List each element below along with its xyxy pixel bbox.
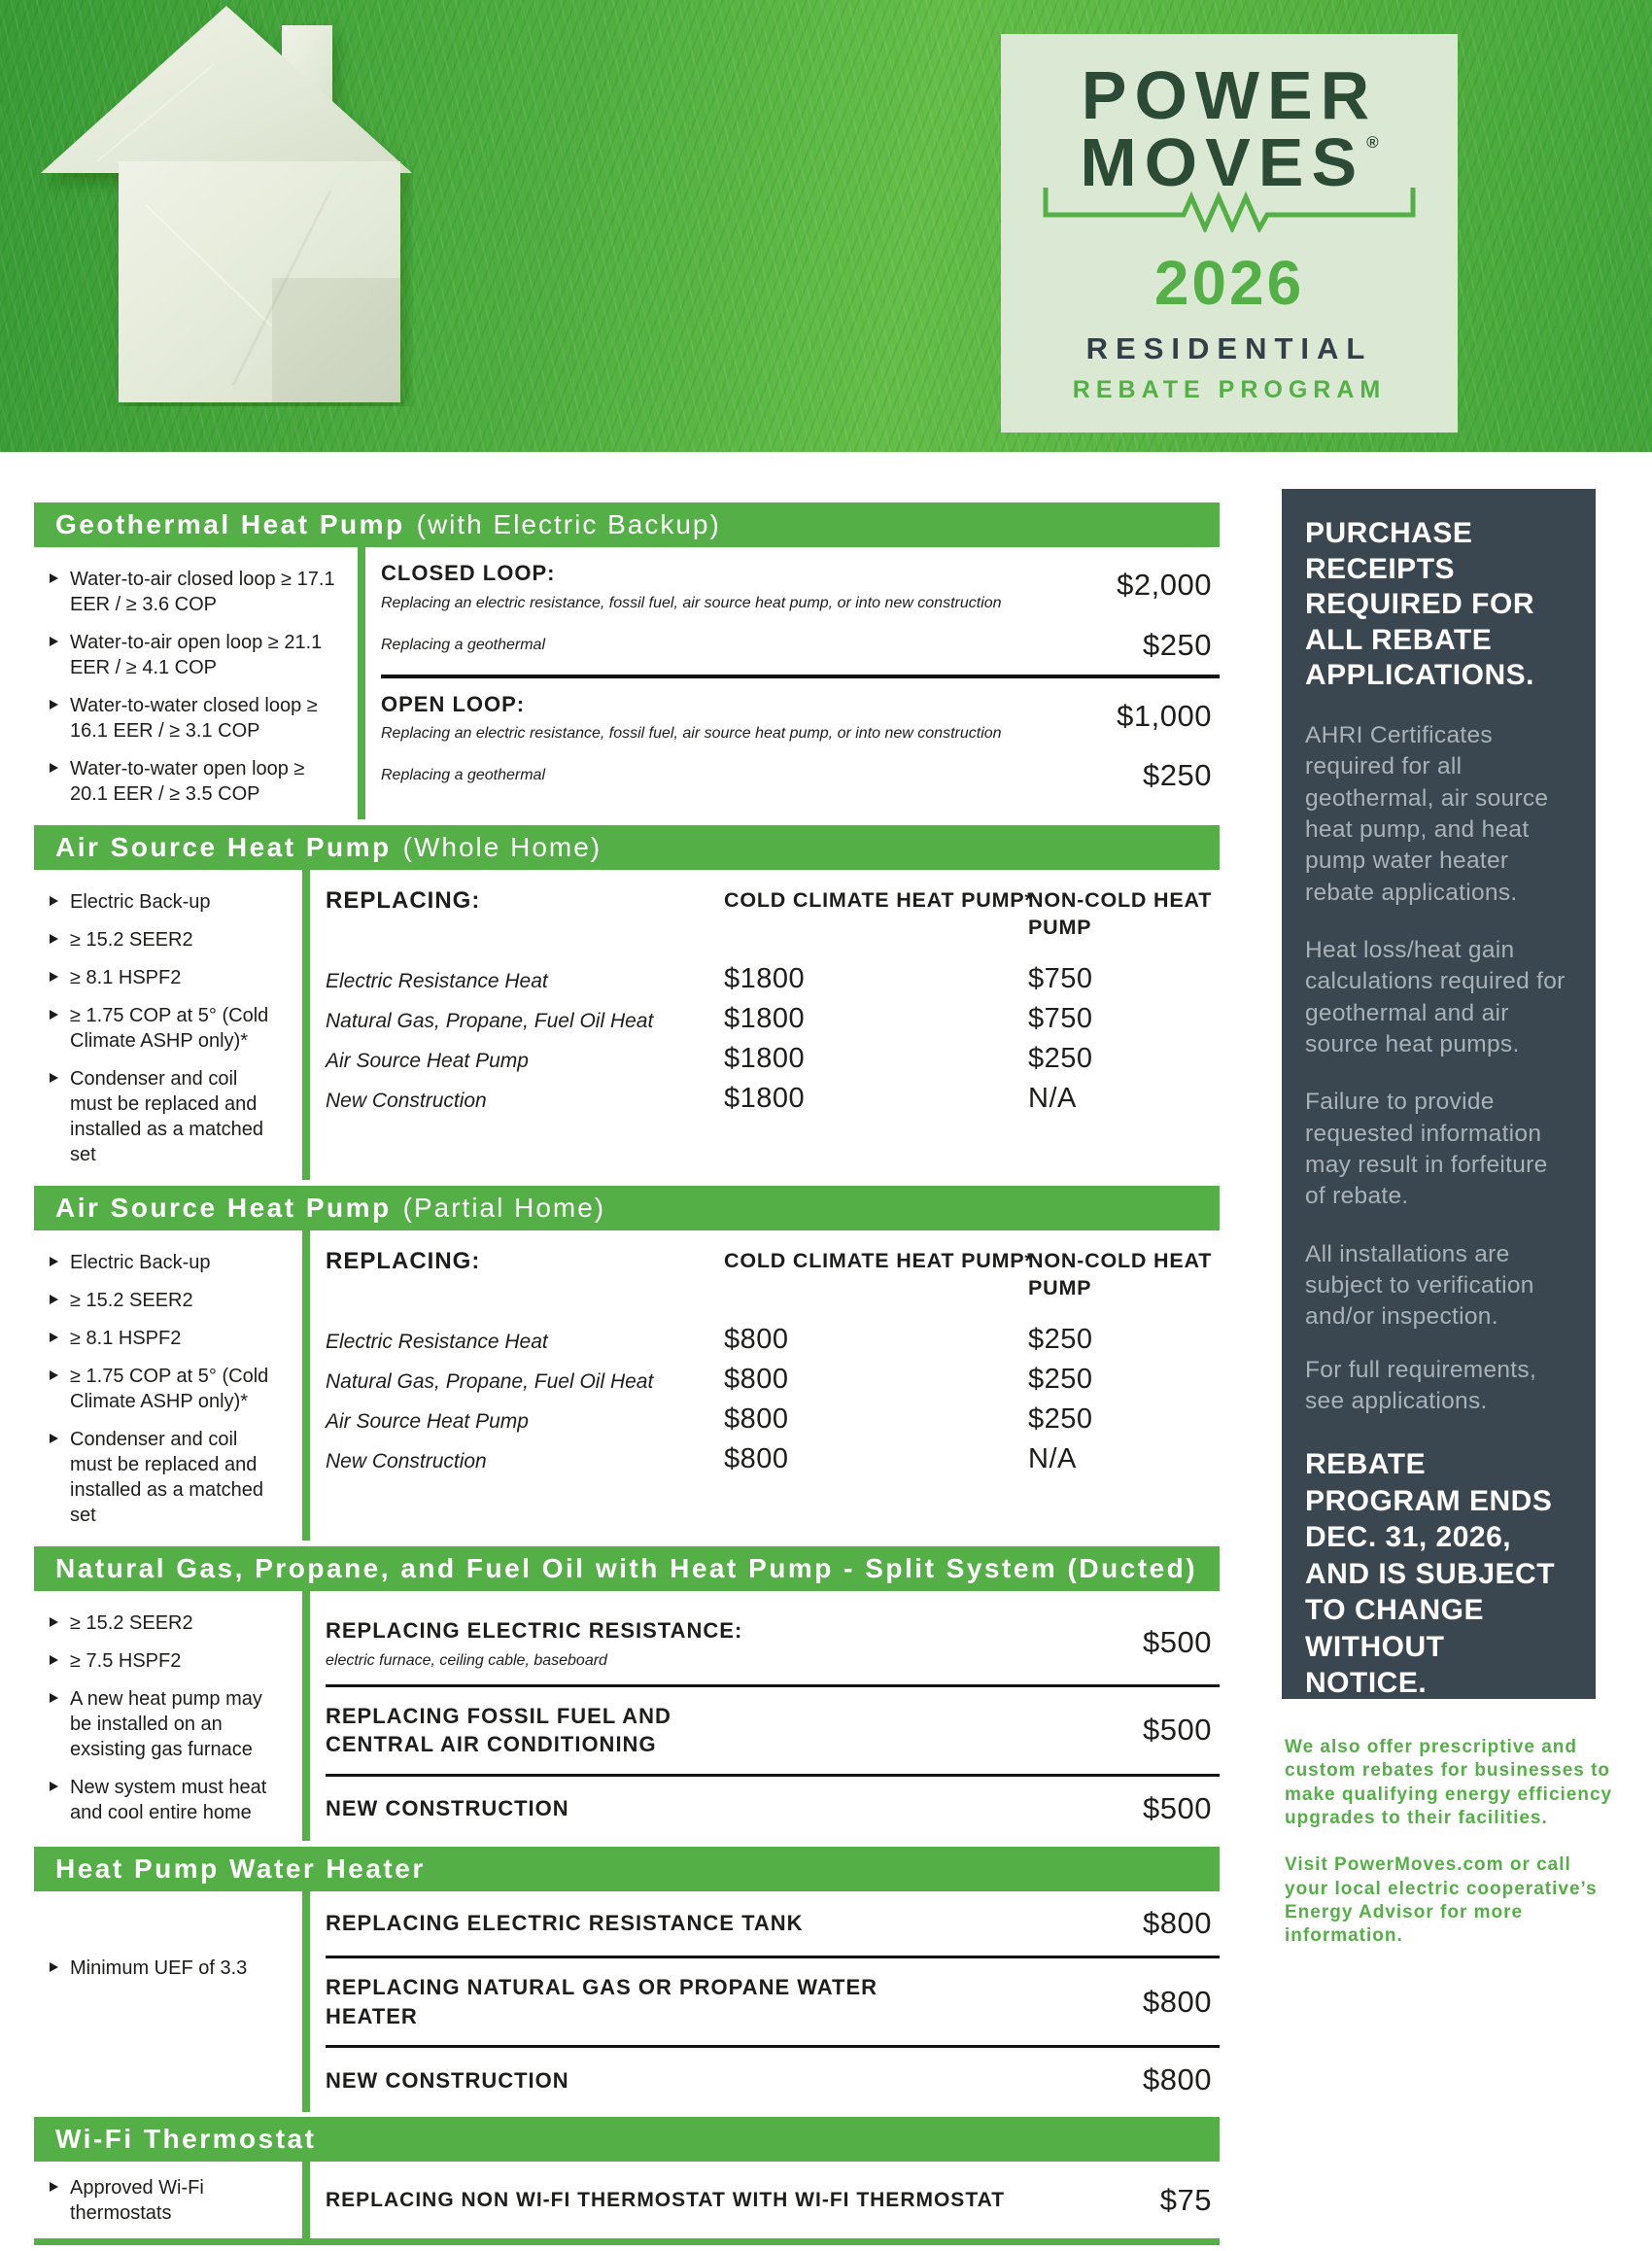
list-item <box>48 927 285 952</box>
rebate-amount: $500 <box>1143 1625 1212 1660</box>
rebate-row <box>365 678 1220 755</box>
column-divider <box>302 870 310 1180</box>
table-cell-cold: $1800 <box>724 1082 806 1114</box>
requirement-text: Water-to-air open loop ≥ 21.1 EER / ≥ 4.1 COP <box>70 632 323 678</box>
sidebar-paragraph: Failure to provide requested information may result in forfeiture of rebate. <box>1305 1089 1548 1210</box>
section-ashp-partial-home <box>34 1186 1220 1541</box>
table-cell-label: New Construction <box>326 1449 487 1472</box>
bullet-triangle-icon <box>50 1333 58 1342</box>
rebate-row <box>365 754 1220 805</box>
requirements-list <box>34 1591 302 1841</box>
section-title: Natural Gas, Propane, and Fuel Oil with Heat Pump - Split System (Ducted) <box>55 1553 1198 1583</box>
table-header-replacing: REPLACING: <box>326 1248 481 1274</box>
grass-banner <box>0 0 1652 452</box>
table-header-cold-climate: COLD CLIMATE HEAT PUMP* <box>724 888 1034 912</box>
rebate-table-area <box>34 502 1220 2251</box>
rebate-row <box>310 2162 1220 2233</box>
rebate-rows <box>310 1891 1220 2112</box>
bullet-triangle-icon <box>50 1370 58 1380</box>
requirement-text: ≥ 8.1 HSPF2 <box>70 1328 182 1349</box>
list-item <box>48 1250 285 1275</box>
section-header-ashp-partial <box>34 1186 1220 1230</box>
table-cell-noncold: N/A <box>1028 1442 1077 1474</box>
requirement-text: Electric Back-up <box>70 891 211 913</box>
list-item <box>48 1003 285 1054</box>
sidebar-paragraph: For full requirements, see applications. <box>1305 1356 1537 1414</box>
requirement-text: Water-to-water closed loop ≥ 16.1 EER / ≥ 3.1 COP <box>70 695 318 742</box>
list-item <box>48 1775 285 1825</box>
list-item <box>48 1427 285 1528</box>
list-item <box>48 2175 285 2226</box>
rebate-heading: NEW CONSTRUCTION <box>326 1796 569 1821</box>
requirement-text: New system must heat and cool entire home <box>70 1777 267 1823</box>
requirements-list <box>34 2162 302 2238</box>
sidebar-paragraph: Heat loss/heat gain calculations required for geothermal and air source heat pumps. <box>1305 936 1566 1057</box>
list-item <box>48 1648 285 1674</box>
table-cell-cold: $800 <box>724 1442 789 1474</box>
rebate-heading: REPLACING NON WI-FI THERMOSTAT WITH WI-FI THERMOSTAT <box>326 2189 1006 2212</box>
table-header-non-cold: NON-COLD HEAT PUMP <box>1028 1249 1213 1299</box>
table-header-cold-climate: COLD CLIMATE HEAT PUMP* <box>724 1249 1034 1272</box>
table-cell-label: Electric Resistance Heat <box>326 969 548 992</box>
table-row <box>326 1403 1220 1436</box>
requirement-text: Water-to-air closed loop ≥ 17.1 EER / ≥ 3.6 COP <box>70 569 335 615</box>
table-cell-label: Air Source Heat Pump <box>326 1409 529 1433</box>
table-row <box>326 1324 1220 1356</box>
program-year: 2026 <box>1153 248 1305 319</box>
rebate-heading: CLOSED LOOP: <box>381 561 556 585</box>
table-cell-cold: $1800 <box>724 1042 806 1074</box>
section-title-qualifier: (Partial Home) <box>402 1193 606 1223</box>
bullet-triangle-icon <box>50 1617 58 1627</box>
section-header-wifi <box>34 2117 1220 2162</box>
rebate-heading: REPLACING NATURAL GAS OR PROPANE WATER HEATER <box>326 1975 878 2028</box>
table-cell-cold: $1800 <box>724 962 806 994</box>
rebate-heading: REPLACING ELECTRIC RESISTANCE: <box>326 1618 743 1643</box>
rebate-amount: $75 <box>1159 2183 1212 2218</box>
list-item <box>48 693 340 744</box>
rebate-row <box>365 624 1220 675</box>
table-cell-cold: $800 <box>724 1323 789 1355</box>
rebate-row <box>310 1958 1220 2045</box>
rebate-heading: REPLACING FOSSIL FUEL AND CENTRAL AIR CONDITIONING <box>326 1703 671 1757</box>
sidebar-paragraph: AHRI Certificates required for all geothermal, air source heat pump, and heat pump water heater rebate applications. <box>1305 721 1549 906</box>
resistor-underline-icon <box>1040 186 1419 232</box>
section-title: Heat Pump Water Heater <box>55 1853 426 1885</box>
requirement-text: ≥ 1.75 COP at 5° (Cold Climate ASHP only)* <box>70 1005 269 1052</box>
requirement-text: ≥ 15.2 SEER2 <box>70 929 193 951</box>
bullet-triangle-icon <box>50 934 58 944</box>
rebate-rows <box>310 1591 1220 1841</box>
section-header-split-system <box>34 1546 1220 1591</box>
rebate-heading: NEW CONSTRUCTION <box>326 2067 569 2093</box>
section-ashp-whole-home <box>34 825 1220 1180</box>
table-row <box>326 1083 1220 1115</box>
requirements-list <box>34 547 358 819</box>
section-header-geothermal <box>34 502 1220 547</box>
list-item <box>48 1686 285 1762</box>
subtitle-residential: RESIDENTIAL <box>1085 331 1373 366</box>
list-item <box>48 1066 285 1167</box>
bullet-triangle-icon <box>50 1010 58 1020</box>
rebate-desc: Replacing a geothermal <box>381 767 545 784</box>
table-cell-cold: $1800 <box>724 1002 806 1034</box>
replacing-table <box>310 1230 1220 1475</box>
table-row <box>326 1443 1220 1475</box>
bullet-triangle-icon <box>50 1962 58 1972</box>
bullet-triangle-icon <box>50 637 58 646</box>
column-divider <box>302 1891 310 2112</box>
rebate-row <box>310 2048 1220 2112</box>
section-geothermal <box>34 502 1220 819</box>
rebate-row <box>310 1591 1220 1684</box>
requirement-text: ≥ 8.1 HSPF2 <box>70 967 182 988</box>
section-fuel-oil-split-system <box>34 1546 1220 1841</box>
bullet-triangle-icon <box>50 1295 58 1304</box>
table-header-replacing: REPLACING: <box>326 887 481 914</box>
list-item <box>48 965 285 990</box>
bullet-triangle-icon <box>50 972 58 982</box>
rebate-amount: $800 <box>1143 1906 1212 1941</box>
bullet-triangle-icon <box>50 763 58 773</box>
bullet-triangle-icon <box>50 1693 58 1703</box>
list-item <box>48 1956 285 1981</box>
bullet-triangle-icon <box>50 1782 58 1791</box>
table-cell-label: Electric Resistance Heat <box>326 1330 548 1353</box>
rebate-rows <box>365 547 1220 819</box>
requirement-text: Minimum UEF of 3.3 <box>70 1957 248 1980</box>
requirement-text: ≥ 1.75 COP at 5° (Cold Climate ASHP only)* <box>70 1366 269 1412</box>
rebate-amount: $2,000 <box>1117 568 1212 603</box>
table-header-row <box>326 887 1220 942</box>
column-divider <box>302 1591 310 1841</box>
logo-box <box>1001 34 1458 433</box>
table-row <box>326 1364 1220 1396</box>
business-rebates-note <box>1285 1736 1620 1972</box>
subtitle-rebate-program: REBATE PROGRAM <box>1072 376 1387 404</box>
table-row <box>326 1003 1220 1035</box>
table-cell-label: Natural Gas, Propane, Fuel Oil Heat <box>326 1369 654 1393</box>
rebate-row <box>310 1891 1220 1956</box>
rebate-row <box>365 547 1220 624</box>
requirements-list <box>34 1891 302 2112</box>
bullet-triangle-icon <box>50 896 58 906</box>
list-item <box>48 567 340 617</box>
requirement-text: Condenser and coil must be replaced and installed as a matched set <box>70 1429 264 1526</box>
logo-moves: MOVES <box>1080 123 1365 200</box>
note-paragraph: Visit PowerMoves.com or call your local electric cooperative’s Energy Advisor for more information. <box>1285 1854 1598 1947</box>
requirement-text: ≥ 15.2 SEER2 <box>70 1290 193 1311</box>
rebate-rows <box>310 2162 1220 2238</box>
requirement-text: ≥ 7.5 HSPF2 <box>70 1650 182 1672</box>
section-title: Geothermal Heat Pump <box>55 509 405 539</box>
note-paragraph: We also offer prescriptive and custom rebates for businesses to make qualifying energy efficiency upgrades to their facilities. <box>1285 1737 1613 1828</box>
bullet-triangle-icon <box>50 1073 58 1083</box>
table-row <box>326 1043 1220 1075</box>
table-cell-label: Natural Gas, Propane, Fuel Oil Heat <box>326 1009 654 1032</box>
section-water-heater <box>34 1847 1220 2112</box>
table-cell-noncold: $250 <box>1028 1042 1093 1074</box>
rebate-desc: Replacing an electric resistance, fossil fuel, air source heat pump, or into new construction <box>381 594 1002 611</box>
rebate-amount: $800 <box>1143 2062 1212 2097</box>
rebate-amount: $500 <box>1143 1791 1212 1826</box>
logo-power: POWER <box>1081 56 1378 133</box>
table-cell-noncold: $750 <box>1028 962 1093 994</box>
section-header-water-heater <box>34 1847 1220 1891</box>
paper-house-icon <box>39 6 413 406</box>
table-header-row <box>326 1248 1220 1302</box>
section-wifi-thermostat <box>34 2117 1220 2245</box>
table-row <box>326 963 1220 995</box>
sidebar-paragraph: All installations are subject to verification and/or inspection. <box>1305 1240 1534 1331</box>
bullet-triangle-icon <box>50 1655 58 1665</box>
rebate-amount: $250 <box>1143 758 1212 793</box>
table-cell-label: New Construction <box>326 1089 487 1112</box>
registered-trademark-icon: ® <box>1366 132 1379 152</box>
table-cell-cold: $800 <box>724 1403 789 1435</box>
rebate-amount: $500 <box>1143 1713 1212 1748</box>
rebate-amount: $800 <box>1143 1984 1212 2019</box>
rebate-amount: $1,000 <box>1117 699 1212 734</box>
section-title: Air Source Heat Pump <box>55 832 392 862</box>
requirement-text: Water-to-water open loop ≥ 20.1 EER / ≥ 3.5 COP <box>70 758 305 805</box>
rebate-row <box>310 1687 1220 1774</box>
rebate-heading: REPLACING ELECTRIC RESISTANCE TANK <box>326 1911 804 1936</box>
column-divider <box>302 1230 310 1541</box>
bullet-triangle-icon <box>50 1434 58 1443</box>
table-cell-noncold: N/A <box>1028 1082 1077 1114</box>
section-title-qualifier: (Whole Home) <box>402 832 602 862</box>
section-title: Wi-Fi Thermostat <box>55 2124 317 2155</box>
column-divider <box>358 547 365 819</box>
requirement-text: Electric Back-up <box>70 1252 211 1273</box>
sidebar-heading: PURCHASE RECEIPTS REQUIRED FOR ALL REBATE APPLICATIONS. <box>1305 517 1535 692</box>
table-cell-cold: $800 <box>724 1363 789 1395</box>
rebate-heading: OPEN LOOP: <box>381 691 526 716</box>
list-item <box>48 889 285 915</box>
table-cell-noncold: $250 <box>1028 1403 1093 1435</box>
rebate-amount: $250 <box>1143 627 1212 662</box>
list-item <box>48 1610 285 1636</box>
list-item <box>48 630 340 680</box>
list-item <box>48 1288 285 1313</box>
rebate-desc: electric furnace, ceiling cable, baseboard <box>326 1651 607 1669</box>
table-cell-noncold: $250 <box>1028 1363 1093 1395</box>
list-item <box>48 1364 285 1414</box>
bullet-triangle-icon <box>50 573 58 583</box>
replacing-table <box>310 870 1220 1115</box>
column-divider <box>302 2162 310 2238</box>
bullet-triangle-icon <box>50 700 58 710</box>
info-sidebar <box>1282 489 1596 1699</box>
table-header-non-cold: NON-COLD HEAT PUMP <box>1028 888 1213 939</box>
list-item <box>48 1326 285 1351</box>
section-title-qualifier: (with Electric Backup) <box>416 509 721 539</box>
table-cell-noncold: $250 <box>1028 1323 1093 1355</box>
table-cell-label: Air Source Heat Pump <box>326 1049 529 1072</box>
requirements-list <box>34 1230 302 1541</box>
section-header-ashp-whole <box>34 825 1220 870</box>
rebate-desc: Replacing a geothermal <box>381 636 545 653</box>
rebate-row <box>310 1777 1220 1841</box>
list-item <box>48 756 340 807</box>
requirement-text: ≥ 15.2 SEER2 <box>70 1612 193 1634</box>
table-cell-noncold: $750 <box>1028 1002 1093 1034</box>
requirement-text: Condenser and coil must be replaced and installed as a matched set <box>70 1068 264 1165</box>
rebate-desc: Replacing an electric resistance, fossil fuel, air source heat pump, or into new construction <box>381 725 1002 743</box>
requirement-text: Approved Wi-Fi thermostats <box>70 2177 204 2225</box>
requirement-text: A new heat pump may be installed on an exsisting gas furnace <box>70 1688 262 1760</box>
sidebar-emphasis: REBATE PROGRAM ENDS DEC. 31, 2026, AND IS SUBJECT TO CHANGE WITHOUT NOTICE. <box>1305 1448 1556 1700</box>
requirements-list <box>34 870 302 1180</box>
section-title: Air Source Heat Pump <box>55 1193 392 1223</box>
bullet-triangle-icon <box>50 2182 58 2192</box>
bullet-triangle-icon <box>50 1257 58 1266</box>
